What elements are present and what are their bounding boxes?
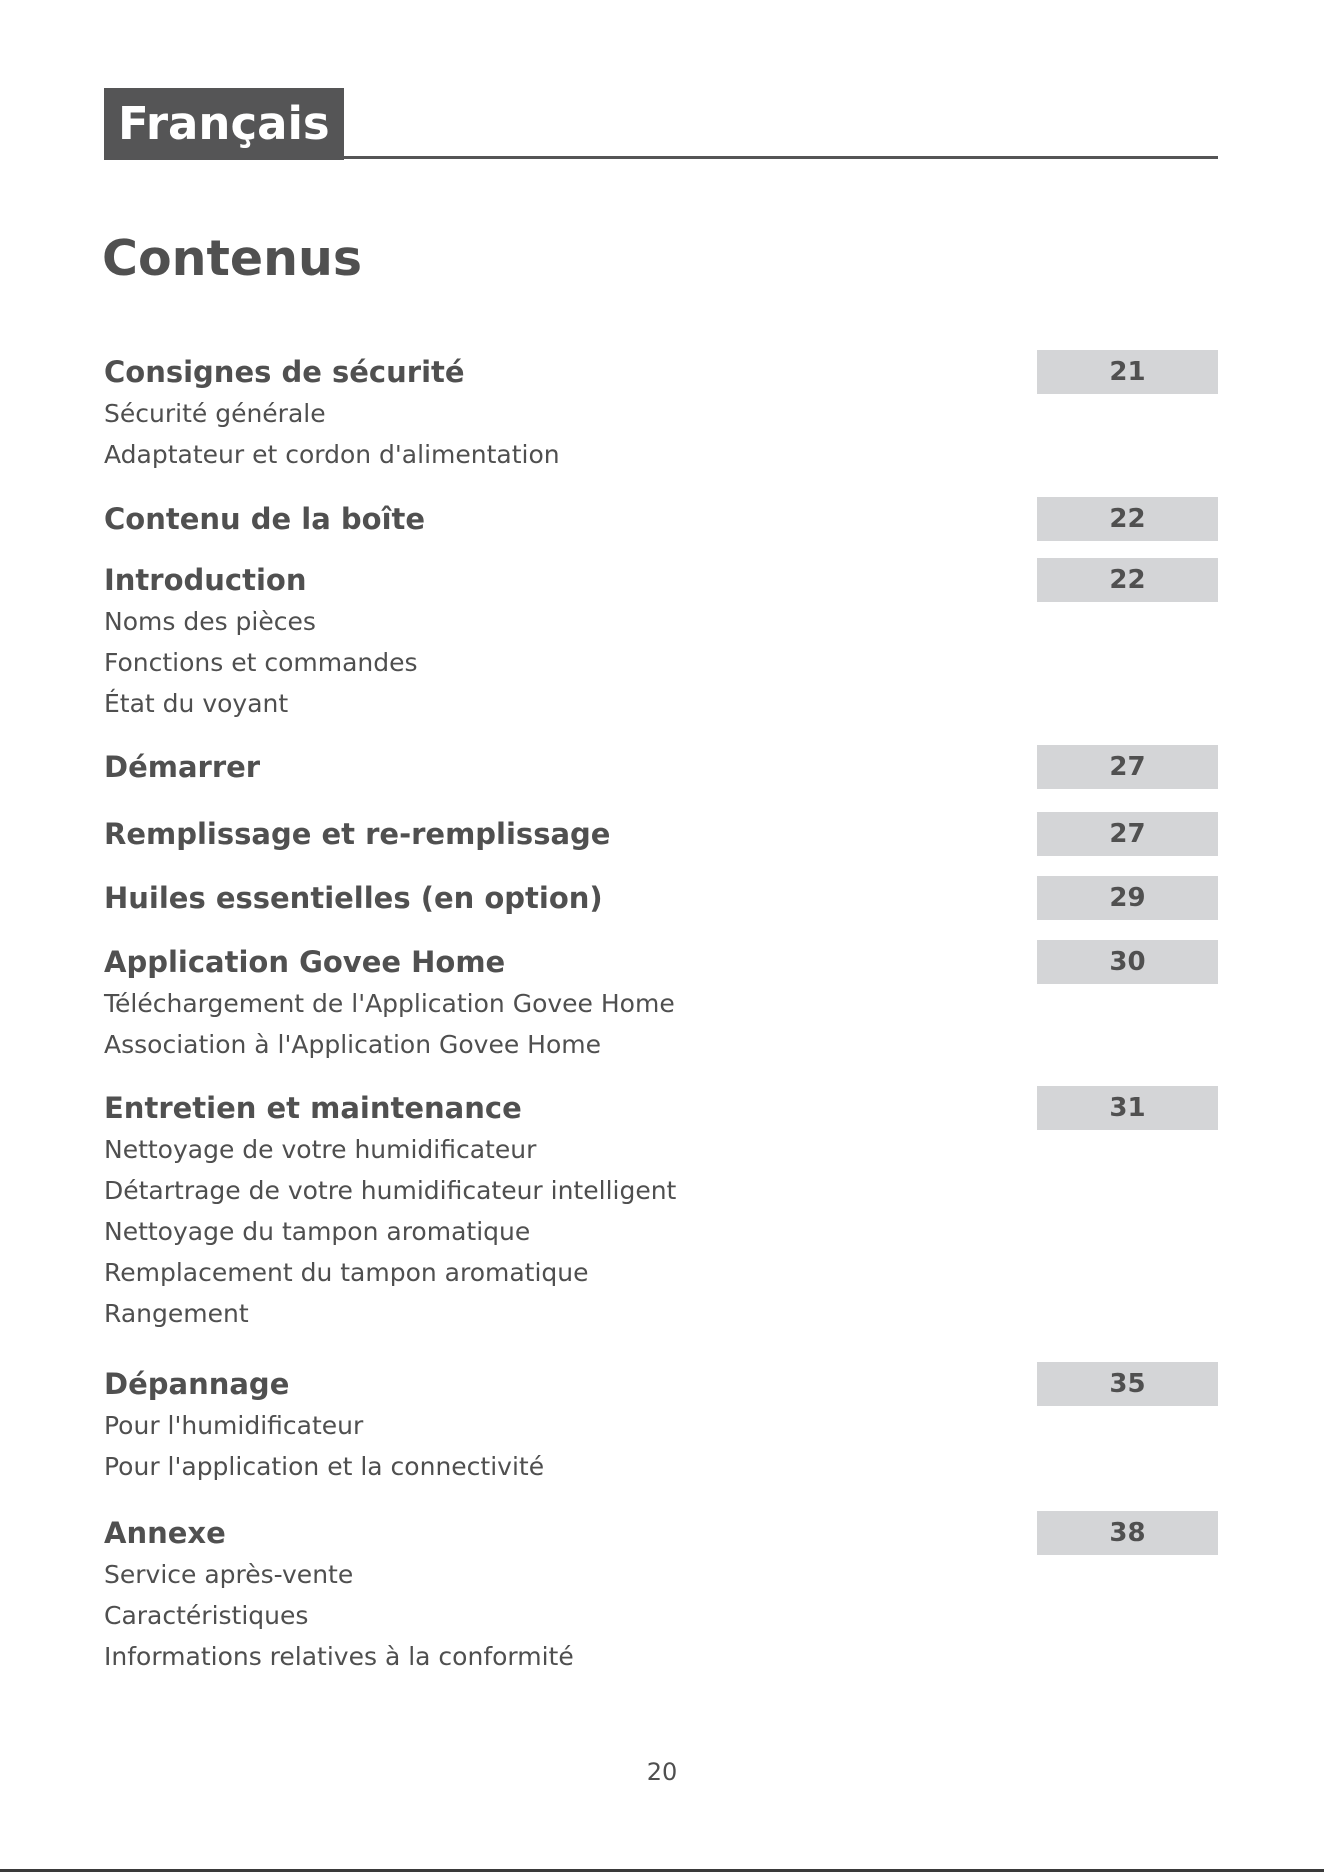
toc-subsection-item: Adaptateur et cordon d'alimentation (104, 440, 560, 469)
toc-section (104, 1363, 1218, 1487)
toc-subsection-list (104, 393, 1218, 475)
toc-page-number: 29 (1037, 876, 1218, 920)
header-divider (104, 156, 1218, 159)
toc-subsection-list (104, 601, 1218, 724)
toc-subsection-list (104, 1554, 1218, 1677)
toc-page-number: 35 (1037, 1362, 1218, 1406)
toc-subsection-item: Pour l'application et la connectivité (104, 1452, 545, 1481)
toc-section (104, 1087, 1218, 1334)
toc-subsection-item: Sécurité générale (104, 399, 326, 428)
language-label: Français (104, 88, 344, 160)
toc-subsection-item: Rangement (104, 1299, 249, 1328)
toc-subsection-list (104, 1129, 1218, 1334)
toc-subsection-item: État du voyant (104, 689, 289, 718)
toc-section-title: Application Govee Home (104, 945, 506, 979)
page-number: 20 (646, 1758, 678, 1786)
toc-page-number: 27 (1037, 812, 1218, 856)
toc-page-number: 21 (1037, 350, 1218, 394)
toc-section (104, 941, 1218, 1065)
toc-subsection-item: Service après-vente (104, 1560, 354, 1589)
toc-section (104, 1512, 1218, 1677)
toc-page-number: 31 (1037, 1086, 1218, 1130)
toc-section (104, 746, 1218, 788)
toc-subsection-item: Nettoyage du tampon aromatique (104, 1217, 531, 1246)
toc-page-number: 38 (1037, 1511, 1218, 1555)
toc-subsection-item: Noms des pièces (104, 607, 316, 636)
page-title: Contenus (102, 230, 363, 287)
toc-section (104, 813, 1218, 855)
toc-section (104, 877, 1218, 919)
toc-page-number: 22 (1037, 497, 1218, 541)
toc-section-title: Dépannage (104, 1367, 290, 1401)
toc-subsection-item: Caractéristiques (104, 1601, 309, 1630)
toc-subsection-list (104, 1405, 1218, 1487)
toc-page-number: 22 (1037, 558, 1218, 602)
toc-subsection-item: Détartrage de votre humidificateur intelligent (104, 1176, 677, 1205)
toc-section (104, 498, 1218, 540)
toc-subsection-item: Informations relatives à la conformité (104, 1642, 574, 1671)
toc-subsection-item: Nettoyage de votre humidificateur (104, 1135, 537, 1164)
toc-page-number: 30 (1037, 940, 1218, 984)
toc-section-title: Consignes de sécurité (104, 355, 465, 389)
toc-subsection-item: Téléchargement de l'Application Govee Home (104, 989, 675, 1018)
toc-section-title: Entretien et maintenance (104, 1091, 522, 1125)
toc-section-title: Démarrer (104, 750, 261, 784)
toc-section-title: Introduction (104, 563, 307, 597)
toc-subsection-item: Pour l'humidificateur (104, 1411, 364, 1440)
toc-subsection-list (104, 983, 1218, 1065)
toc-subsection-item: Remplacement du tampon aromatique (104, 1258, 589, 1287)
toc-section (104, 559, 1218, 724)
toc-section-title: Contenu de la boîte (104, 502, 426, 536)
toc-page-number: 27 (1037, 745, 1218, 789)
toc-section-title: Remplissage et re-remplissage (104, 817, 611, 851)
toc-subsection-item: Fonctions et commandes (104, 648, 418, 677)
toc-section-title: Annexe (104, 1516, 226, 1550)
toc-subsection-item: Association à l'Application Govee Home (104, 1030, 602, 1059)
toc-section (104, 351, 1218, 475)
toc-section-title: Huiles essentielles (en option) (104, 881, 603, 915)
